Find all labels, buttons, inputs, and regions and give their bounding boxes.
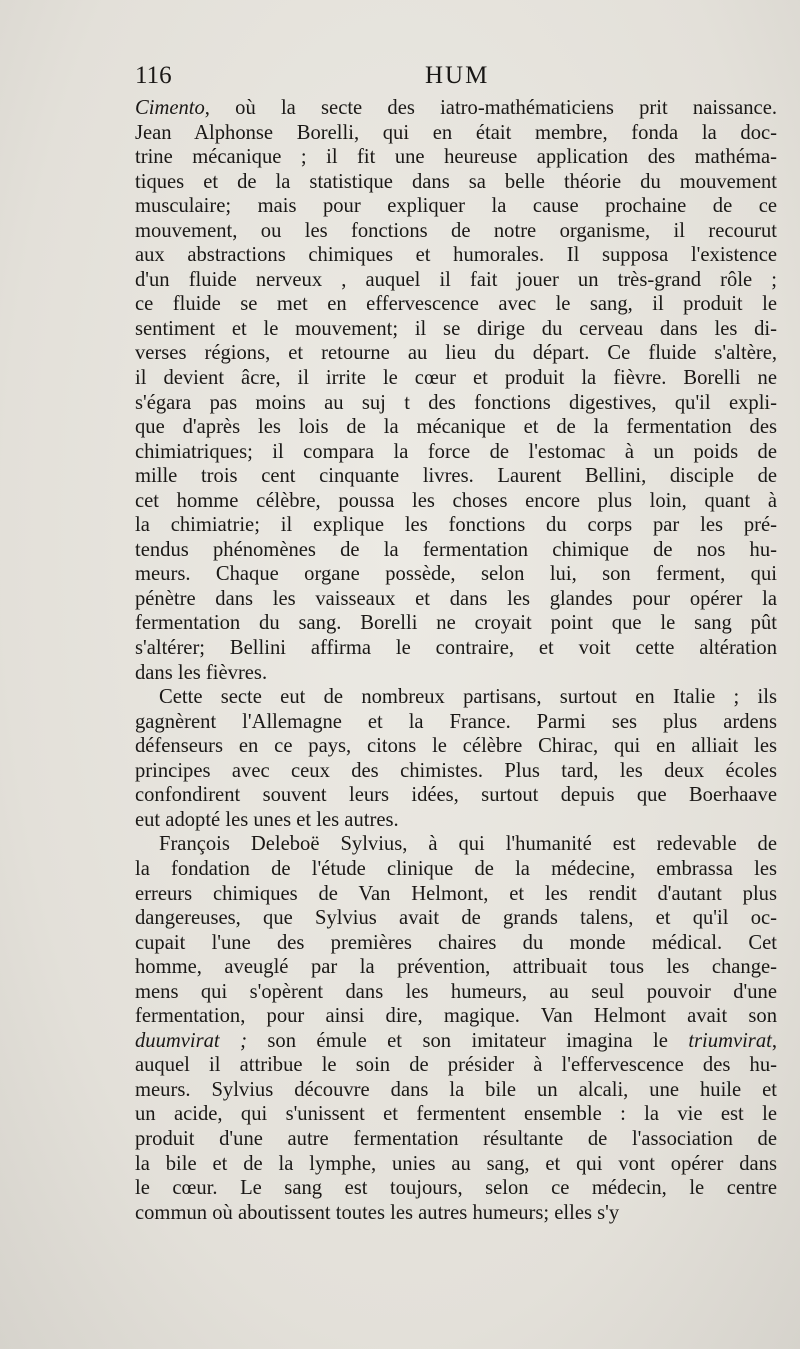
italic-text: triumvirat	[688, 1029, 772, 1052]
text-segment: sentiment et le mouvement; il se dirige du cerveau dans les di-	[135, 317, 777, 340]
page-number: 116	[135, 62, 172, 89]
text-segment: il devient âcre, il irrite le cœur et produit la fièvre. Borelli ne	[135, 367, 777, 390]
text-line	[135, 170, 777, 195]
text-line	[135, 194, 777, 219]
text-segment: musculaire; mais pour expliquer la cause prochaine de ce	[135, 195, 777, 218]
text-line	[135, 808, 777, 833]
text-line	[135, 268, 777, 293]
text-line	[135, 734, 777, 759]
text-line	[135, 1004, 777, 1029]
text-segment: chimiatriques; il compara la force de l'estomac à un poids de	[135, 440, 777, 463]
text-segment: eut adopté les unes et les autres.	[135, 808, 399, 831]
paragraph	[135, 96, 777, 685]
text-line	[135, 489, 777, 514]
text-segment: un acide, qui s'unissent et fermentent ensemble : la vie est le	[135, 1103, 777, 1126]
text-line	[135, 341, 777, 366]
text-segment: mens qui s'opèrent dans les humeurs, au seul pouvoir d'une	[135, 980, 777, 1003]
text-line	[135, 415, 777, 440]
text-segment: erreurs chimiques de Van Helmont, et les rendit d'autant plus	[135, 882, 777, 905]
paragraph	[135, 832, 777, 1225]
text-segment: dans les fièvres.	[135, 661, 268, 684]
text-line	[135, 538, 777, 563]
text-segment: ce fluide se met en effervescence avec le sang, il produit le	[135, 293, 777, 316]
italic-text: duumvirat ;	[135, 1029, 247, 1052]
text-line	[135, 980, 777, 1005]
text-line	[135, 440, 777, 465]
text-segment: trine mécanique ; il fit une heureuse application des mathéma-	[135, 146, 777, 169]
text-segment: verses régions, et retourne au lieu du départ. Ce fluide s'altère,	[135, 342, 777, 365]
text-line	[135, 1176, 777, 1201]
text-line	[135, 317, 777, 342]
running-head-title: HUM	[425, 62, 490, 89]
text-segment: mille trois cent cinquante livres. Laurent Bellini, disciple de	[135, 465, 777, 488]
text-line	[135, 710, 777, 735]
text-line	[135, 587, 777, 612]
text-segment: meurs. Sylvius découvre dans la bile un alcali, une huile et	[135, 1078, 777, 1101]
text-line	[135, 661, 777, 686]
text-line	[135, 611, 777, 636]
text-segment: aux abstractions chimiques et humorales. Il supposa l'existence	[135, 244, 777, 267]
text-segment: son émule et son imitateur imagina le	[246, 1029, 689, 1052]
text-line	[135, 243, 777, 268]
text-segment: pénètre dans les vaisseaux et dans les glandes pour opérer la	[135, 587, 777, 610]
text-line	[135, 906, 777, 931]
running-head	[135, 62, 775, 96]
text-line	[135, 391, 777, 416]
text-segment: fermentation du sang. Borelli ne croyait point que le sang pût	[135, 612, 777, 635]
text-segment: la chimiatrie; il explique les fonctions du corps par les pré-	[135, 514, 777, 537]
text-line	[135, 1152, 777, 1177]
text-line	[135, 882, 777, 907]
text-segment: cupait l'une des premières chaires du monde médical. Cet	[135, 931, 777, 954]
text-line	[135, 1029, 777, 1054]
text-segment: la fondation de l'étude clinique de la médecine, embrassa les	[135, 857, 777, 880]
text-line	[135, 121, 777, 146]
text-line	[135, 636, 777, 661]
body-text	[135, 96, 777, 1225]
text-segment: la bile et de la lymphe, unies au sang, et qui vont opérer dans	[135, 1152, 777, 1175]
paragraph	[135, 685, 777, 832]
text-segment: mouvement, ou les fonctions de notre organisme, il recourut	[135, 219, 777, 242]
text-line	[135, 366, 777, 391]
text-segment: que d'après les lois de la mécanique et de la fermentation des	[135, 416, 777, 439]
text-segment: s'égara pas moins au suj t des fonctions digestives, qu'il expli-	[135, 391, 777, 414]
text-line	[135, 931, 777, 956]
text-line	[135, 955, 777, 980]
text-line	[135, 145, 777, 170]
text-line	[135, 1102, 777, 1127]
text-line	[135, 219, 777, 244]
text-line	[135, 857, 777, 882]
text-segment: homme, aveuglé par la prévention, attribuait tous les change-	[135, 956, 777, 979]
text-line	[135, 1053, 777, 1078]
text-line	[135, 562, 777, 587]
text-segment: tiques et de la statistique dans sa belle théorie du mouvement	[135, 170, 777, 193]
text-segment: s'altérer; Bellini affirma le contraire, et voit cette altération	[135, 637, 777, 660]
text-segment: commun où aboutissent toutes les autres humeurs; elles s'y	[135, 1201, 620, 1224]
text-segment: d'un fluide nerveux , auquel il fait jouer un très-grand rôle ;	[135, 268, 777, 291]
text-segment: ,	[771, 1029, 777, 1052]
text-segment: gagnèrent l'Allemagne et la France. Parmi ses plus ardens	[135, 710, 777, 733]
text-segment: meurs. Chaque organe possède, selon lui, son ferment, qui	[135, 563, 777, 586]
text-segment: fermentation, pour ainsi dire, magique. Van Helmont avait son	[135, 1005, 777, 1028]
text-segment: , où la secte des iatro-mathématiciens prit naissance.	[204, 97, 777, 119]
text-segment: François Deleboë Sylvius, à qui l'humanité est redevable de	[159, 833, 777, 856]
text-line	[135, 1201, 777, 1226]
text-segment: Cette secte eut de nombreux partisans, surtout en Italie ; ils	[159, 686, 777, 709]
text-segment: confondirent souvent leurs idées, surtout depuis que Boerhaave	[135, 784, 777, 807]
text-line	[135, 832, 777, 857]
text-segment: produit d'une autre fermentation résultante de l'association de	[135, 1127, 777, 1150]
text-line	[135, 685, 777, 710]
text-line	[135, 96, 777, 121]
italic-text: Cimento	[135, 97, 205, 119]
text-segment: principes avec ceux des chimistes. Plus tard, les deux écoles	[135, 759, 777, 782]
text-line	[135, 464, 777, 489]
text-segment: dangereuses, que Sylvius avait de grands talens, et qu'il oc-	[135, 907, 777, 930]
text-line	[135, 1127, 777, 1152]
text-segment: cet homme célèbre, poussa les choses encore plus loin, quant à	[135, 489, 777, 512]
text-line	[135, 513, 777, 538]
text-line	[135, 1078, 777, 1103]
text-segment: le cœur. Le sang est toujours, selon ce médecin, le centre	[135, 1177, 777, 1200]
text-segment: tendus phénomènes de la fermentation chimique de nos hu-	[135, 538, 777, 561]
text-line	[135, 759, 777, 784]
text-segment: auquel il attribue le soin de présider à l'effervescence des hu-	[135, 1054, 777, 1077]
text-line	[135, 292, 777, 317]
text-segment: Jean Alphonse Borelli, qui en était membre, fonda la doc-	[135, 121, 777, 144]
text-segment: défenseurs en ce pays, citons le célèbre Chirac, qui en alliait les	[135, 735, 777, 758]
text-line	[135, 783, 777, 808]
